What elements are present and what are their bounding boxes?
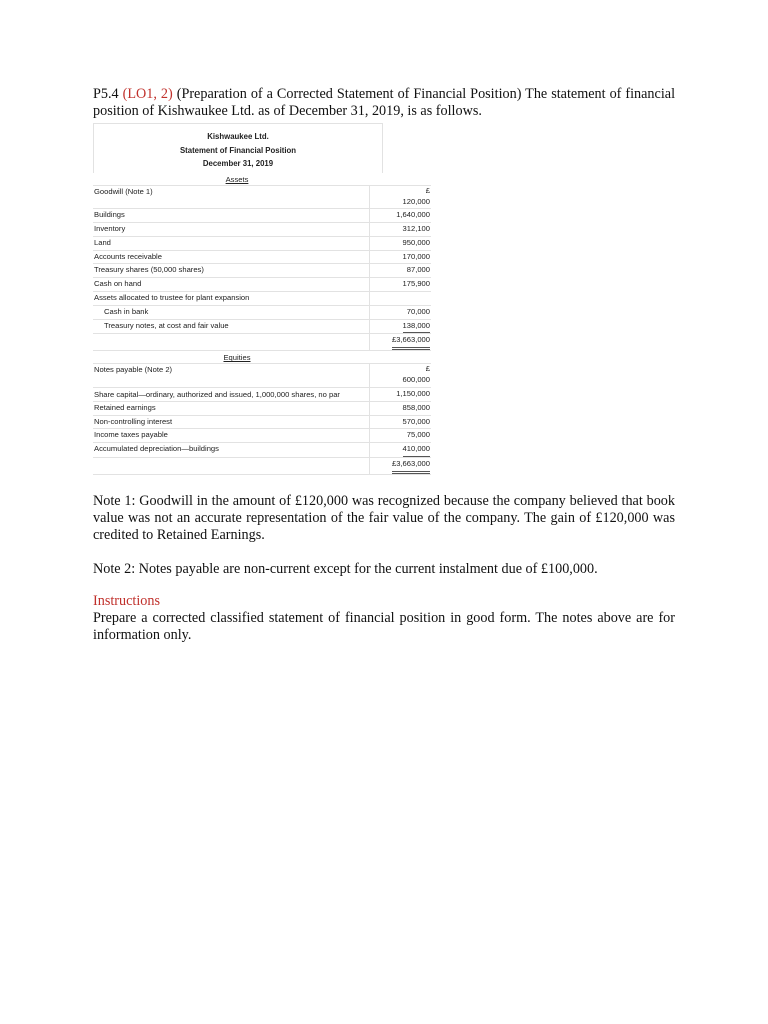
table-row [93, 250, 431, 264]
problem-statement [93, 86, 675, 120]
row-label: Buildings [93, 209, 370, 222]
row-amount: 87,000 [406, 265, 430, 275]
company-name: Kishwaukee Ltd. [207, 132, 269, 141]
statement-header [93, 123, 383, 173]
row-amount [370, 292, 431, 305]
statement-date: December 31, 2019 [202, 159, 274, 168]
problem-text: (Preparation of a Corrected Statement of Financial Position) The statement of financial position of Kishwaukee Ltd. as of December 31, 2019, is as follows. [93, 86, 676, 119]
currency-symbol: £ [425, 185, 430, 195]
financial-statement-table [93, 123, 431, 475]
problem-number: P5.4 [93, 86, 119, 102]
table-row [93, 222, 431, 236]
row-amount: 1,150,000 [396, 389, 430, 399]
table-row [93, 428, 431, 442]
equities-total-row [93, 457, 431, 475]
row-label: Cash in bank [93, 306, 370, 319]
table-row [93, 208, 431, 222]
equities-total: £3,663,000 [370, 458, 431, 474]
table-row [93, 185, 431, 209]
row-label: Treasury shares (50,000 shares) [93, 264, 370, 277]
row-amount: 410,000 [370, 443, 431, 457]
row-amount: 570,000 [402, 416, 430, 426]
row-label: Land [93, 237, 370, 250]
instructions-heading: Instructions [93, 592, 160, 609]
assets-total: £3,663,000 [370, 334, 431, 350]
row-label: Goodwill (Note 1) [93, 186, 370, 209]
row-amount: £ 120,000 [370, 186, 431, 209]
row-amount: 170,000 [402, 251, 430, 261]
row-label: Notes payable (Note 2) [93, 364, 370, 387]
row-amount: 1,640,000 [396, 210, 430, 220]
assets-heading: Assets [225, 174, 249, 184]
table-row [93, 291, 431, 305]
note-1: Note 1: Goodwill in the amount of £120,000 was recognized because the company believed that book value was not an accurate representation of the fair value of the company. The gain of £120,000 was credited to Retained Earnings. [93, 492, 675, 543]
row-amount: £ 600,000 [370, 364, 431, 387]
row-amount: 75,000 [406, 430, 430, 440]
row-label: Accumulated depreciation—buildings [93, 443, 370, 457]
table-row [93, 305, 431, 319]
table-row [93, 277, 431, 291]
table-row [93, 401, 431, 415]
row-amount: 175,900 [402, 279, 430, 289]
row-label: Accounts receivable [93, 251, 370, 264]
statement-title: Statement of Financial Position [179, 145, 297, 155]
row-label: Assets allocated to trustee for plant expansion [93, 292, 370, 305]
row-amount: 950,000 [402, 237, 430, 247]
table-row [93, 236, 431, 250]
document-page [93, 86, 675, 644]
equities-heading: Equities [223, 353, 251, 363]
table-row [93, 387, 431, 401]
row-amount: 70,000 [406, 306, 430, 316]
row-label: Retained earnings [93, 402, 370, 415]
row-label: Treasury notes, at cost and fair value [93, 320, 370, 334]
learning-objectives: (LO1, 2) [122, 86, 173, 102]
table-row [93, 363, 431, 387]
table-row [93, 319, 431, 334]
row-amount: 858,000 [402, 402, 430, 412]
row-amount: 312,100 [402, 224, 430, 234]
row-label: Inventory [93, 223, 370, 236]
table-row [93, 442, 431, 457]
assets-total-row [93, 333, 431, 351]
table-row [93, 415, 431, 429]
note-2: Note 2: Notes payable are non-current except for the current instalment due of £100,000. [93, 560, 598, 577]
instructions-text: Prepare a corrected classified statement of financial position in good form. The notes above are for information only. [93, 609, 675, 643]
row-label: Share capital—ordinary, authorized and issued, 1,000,000 shares, no par [93, 388, 370, 401]
row-amount: 138,000 [370, 320, 431, 334]
row-label: Income taxes payable [93, 429, 370, 442]
currency-symbol: £ [425, 364, 430, 374]
table-row [93, 263, 431, 277]
row-label: Cash on hand [93, 278, 370, 291]
row-label: Non-controlling interest [93, 416, 370, 429]
